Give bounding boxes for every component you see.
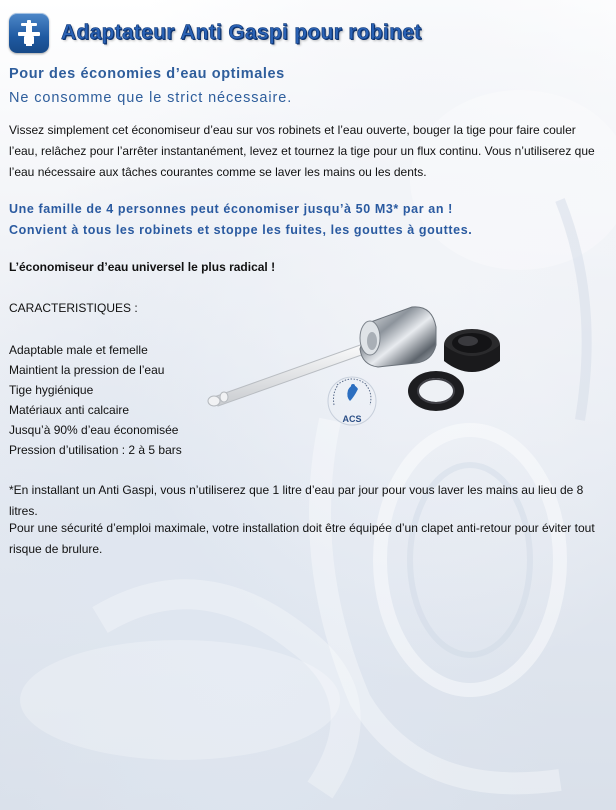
characteristics-heading: CARACTERISTIQUES : <box>9 301 138 315</box>
safety-paragraph: Pour une sécurité d’emploi maximale, votre installation doit être équipée d’un clapet anti-retour pour éviter tout risque de brulure. <box>9 521 595 556</box>
highlight-block <box>9 199 609 241</box>
list-item: Tige hygiénique <box>9 383 94 397</box>
black-ring <box>408 371 464 411</box>
subtitle-consumption: Ne consomme que le strict nécessaire. <box>9 90 293 106</box>
highlight-family-savings: Une famille de 4 personnes peut économiser jusqu’à 50 M3* par an ! <box>9 202 453 216</box>
black-nut <box>444 329 500 372</box>
faucet-icon <box>9 13 49 53</box>
characteristics-list <box>9 340 182 460</box>
list-item: Matériaux anti calcaire <box>9 403 130 417</box>
acs-label: ACS <box>342 414 362 424</box>
list-item: Maintient la pression de l’eau <box>9 363 165 377</box>
radical-statement: L’économiseur d’eau universel le plus radical ! <box>9 260 276 274</box>
chrome-body <box>360 307 436 367</box>
intro-paragraph: Vissez simplement cet économiseur d’eau sur vos robinets et l’eau ouverte, bouger la tige pour faire couler l’eau, relâchez pour l’arrêter instantanément, levez et tournez la tige pour un flux continu. Vous n’utiliserez que l’eau nécessaire aux tâches courantes comme se laver les mains ou les dents. <box>9 123 595 179</box>
list-item: Jusqu’à 90% d’eau économisée <box>9 423 179 437</box>
product-image <box>200 305 510 445</box>
highlight-compatibility: Convient à tous les robinets et stoppe les fuites, les gouttes à gouttes. <box>9 223 473 237</box>
list-item: Pression d’utilisation : 2 à 5 bars <box>9 443 182 457</box>
page-header <box>9 11 422 55</box>
list-item: Adaptable male et femelle <box>9 343 148 357</box>
page-title: Adaptateur Anti Gaspi pour robinet <box>61 21 422 44</box>
subtitle-economies: Pour des économies d’eau optimales <box>9 66 285 82</box>
acs-badge <box>328 377 376 425</box>
footnote-paragraph: *En installant un Anti Gaspi, vous n’utiliserez que 1 litre d’eau par jour pour vous laver les mains au lieu de 8 litres. <box>9 483 584 518</box>
stem-part <box>208 338 384 406</box>
